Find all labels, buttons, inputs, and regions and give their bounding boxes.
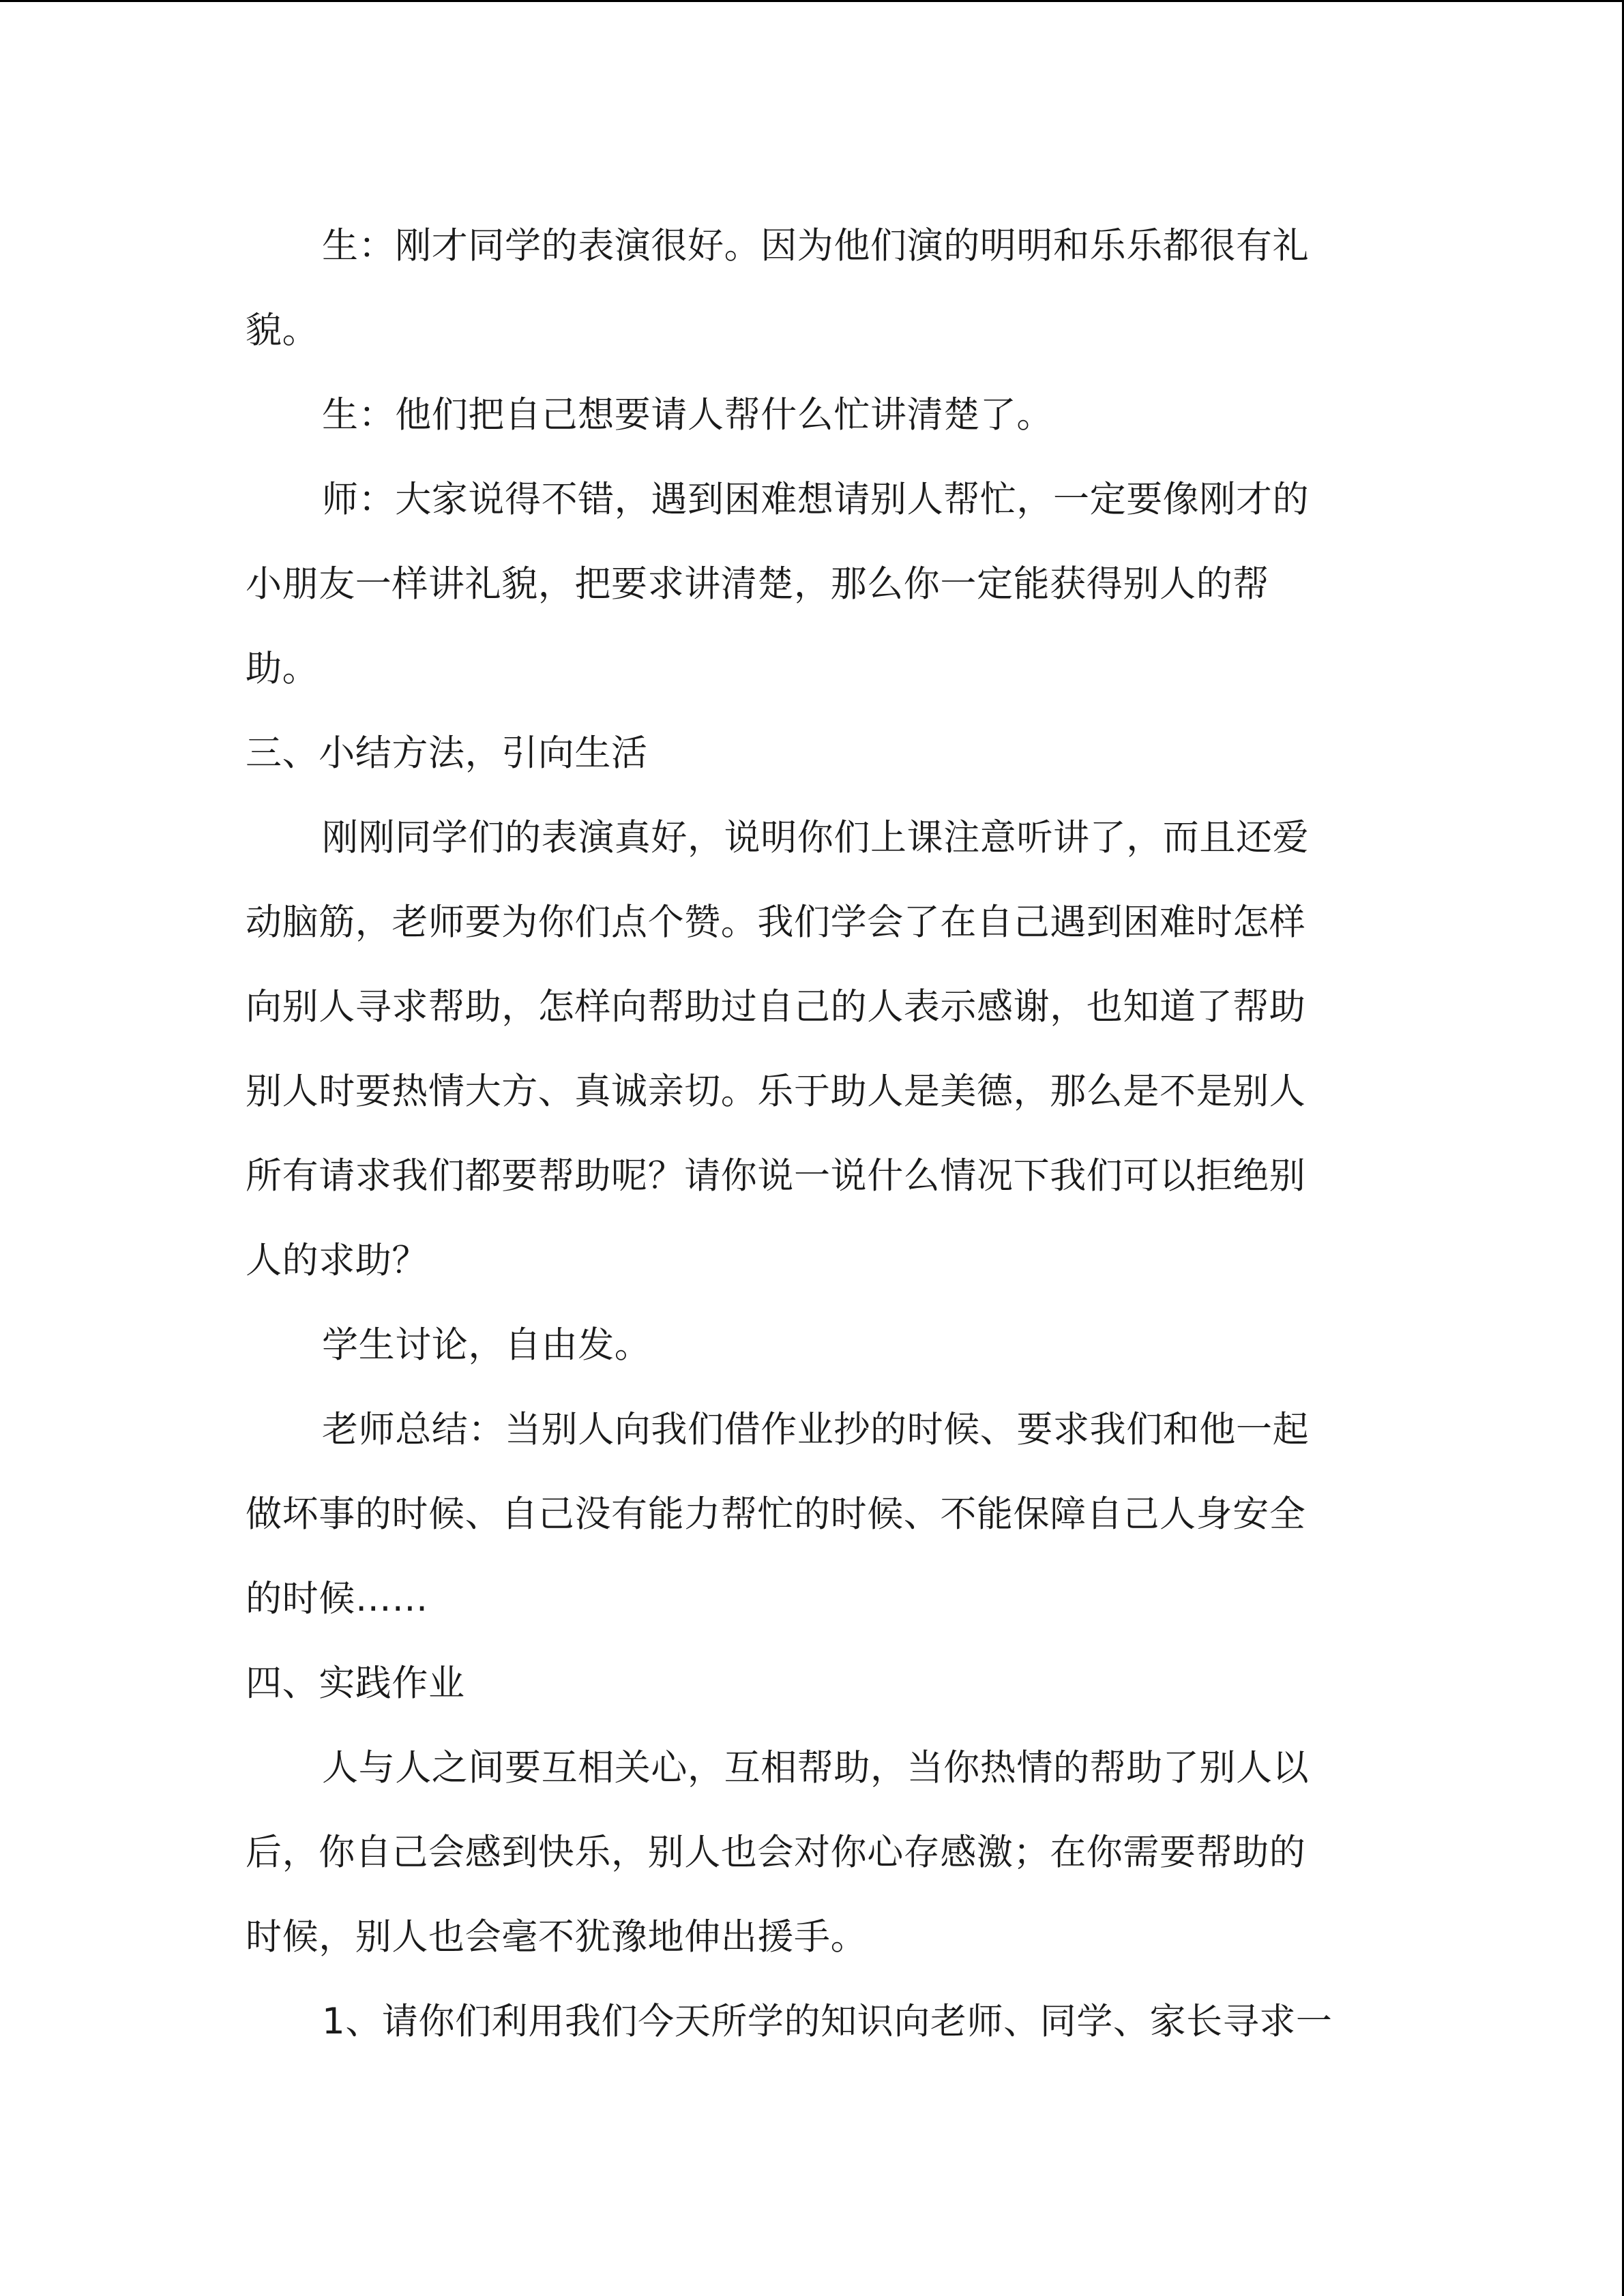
text-line: 动脑筋，老师要为你们点个赞。我们学会了在自己遇到困难时怎样: [246, 901, 1306, 943]
text-line: 助。: [246, 648, 319, 689]
text-line: 1、请你们利用我们今天所学的知识向老师、同学、家长寻求一: [322, 2001, 1333, 2042]
text-line: 后，你自己会感到快乐，别人也会对你心存感激；在你需要帮助的: [246, 1832, 1306, 1873]
text-line: 学生讨论，自由发。: [322, 1324, 651, 1366]
section-heading: 三、小结方法，引向生活: [246, 732, 648, 774]
text-line: 人的求助？: [246, 1240, 428, 1281]
text-line: 师：大家说得不错，遇到困难想请别人帮忙，一定要像刚才的: [322, 479, 1310, 520]
document-body: [246, 204, 1378, 2064]
text-line: 别人时要热情大方、真诚亲切。乐于助人是美德，那么是不是别人: [246, 1071, 1306, 1112]
text-line: 老师总结：当别人向我们借作业抄的时候、要求我们和他一起: [322, 1409, 1310, 1450]
text-line: 生：刚才同学的表演很好。因为他们演的明明和乐乐都很有礼: [322, 225, 1310, 267]
text-line: 刚刚同学们的表演真好，说明你们上课注意听讲了，而且还爱: [322, 817, 1310, 859]
text-line: 时候，别人也会毫不犹豫地伸出援手。: [246, 1916, 868, 1958]
text-line: 生：他们把自己想要请人帮什么忙讲清楚了。: [322, 394, 1053, 436]
text-line: 的时候……: [246, 1578, 428, 1620]
section-heading: 四、实践作业: [246, 1663, 465, 1704]
text-line: 做坏事的时候、自己没有能力帮忙的时候、不能保障自己人身安全: [246, 1493, 1306, 1535]
text-line: 人与人之间要互相关心，互相帮助，当你热情的帮助了别人以: [322, 1747, 1310, 1789]
text-line: 向别人寻求帮助，怎样向帮助过自己的人表示感谢，也知道了帮助: [246, 986, 1306, 1028]
text-line: 所有请求我们都要帮助呢？请你说一说什么情况下我们可以拒绝别: [246, 1155, 1306, 1197]
text-line: 小朋友一样讲礼貌，把要求讲清楚，那么你一定能获得别人的帮: [246, 563, 1269, 605]
text-line: 貌。: [246, 310, 319, 351]
